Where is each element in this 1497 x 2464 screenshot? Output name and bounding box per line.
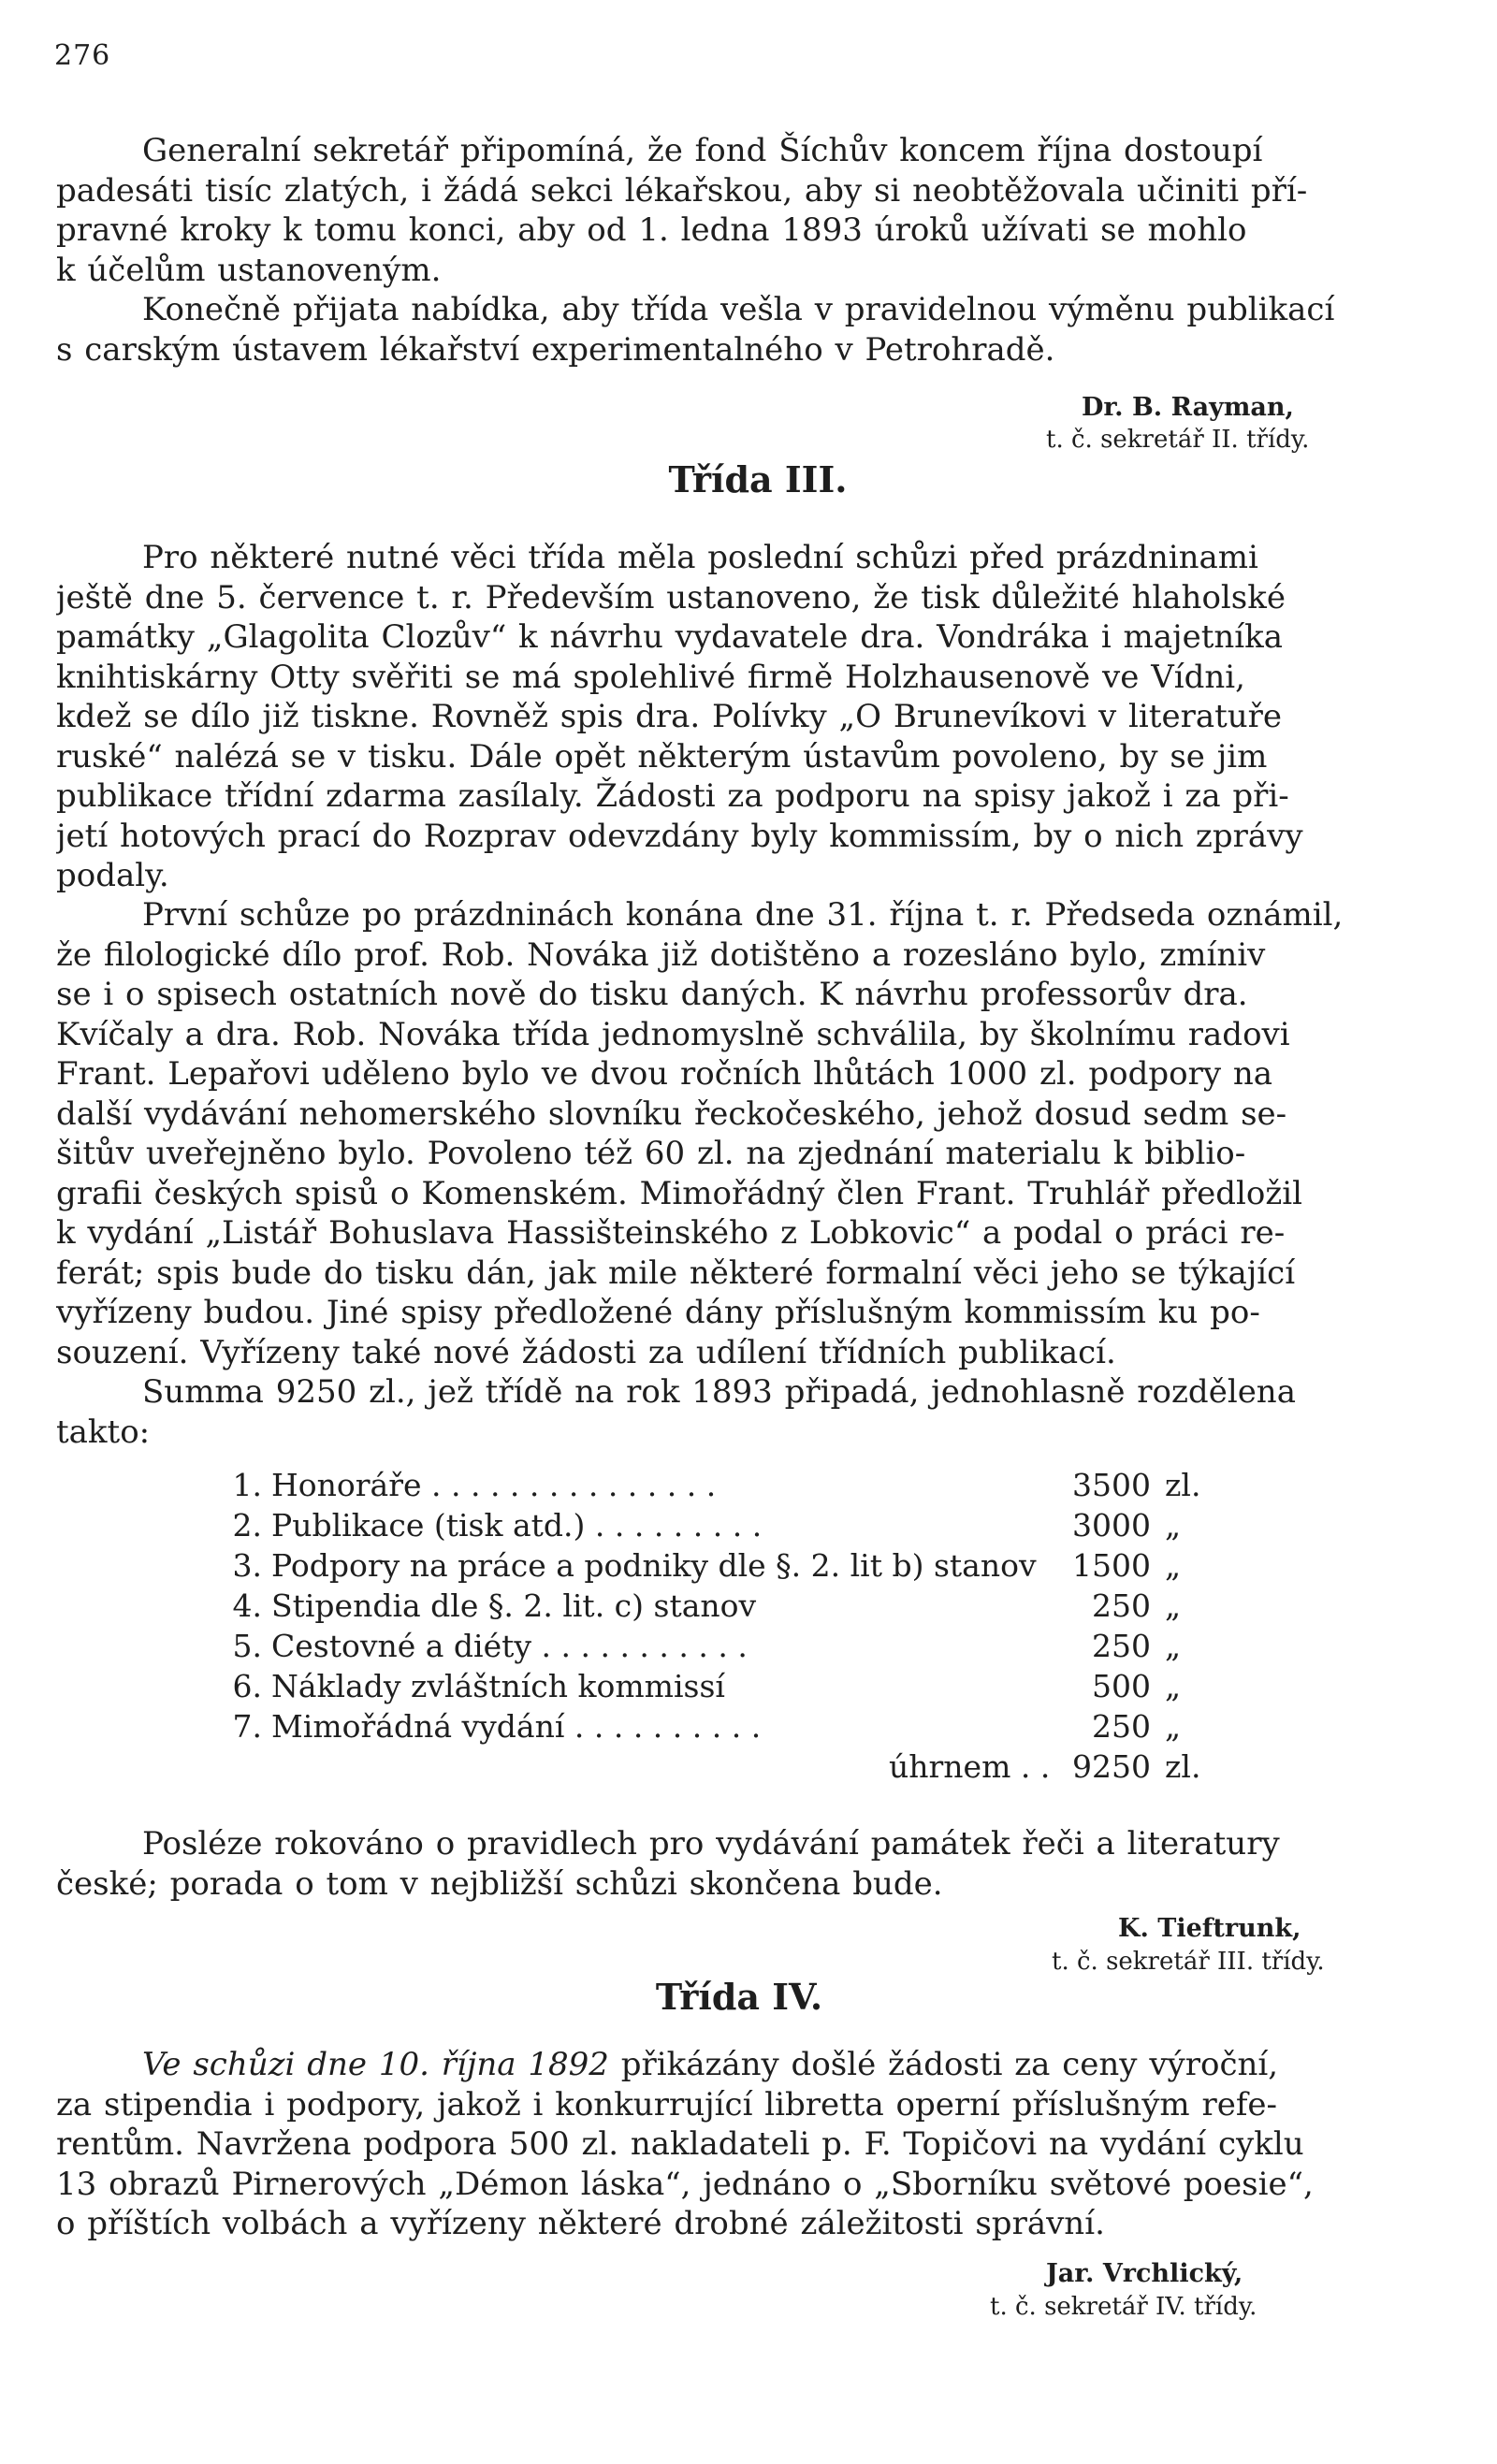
text-line: takto: bbox=[56, 1413, 151, 1451]
text-line: publikace třídní zdarma zasílaly. Žádosti za podporu na spisy jakož i za při- bbox=[56, 777, 1289, 815]
budget-row-label: Publikace (tisk atd.) . . . . . . . . . bbox=[271, 1507, 763, 1544]
text-line: k vydání „Listář Bohuslava Hassišteinského z Lobkovic“ a podal o práci re- bbox=[56, 1214, 1286, 1252]
text-line: vyřízeny budou. Jiné spisy předložené dány příslušným kommissím ku po- bbox=[56, 1294, 1260, 1331]
signature-name: Dr. B. Rayman, bbox=[1082, 393, 1294, 422]
text-line: Summa 9250 zl., jež třídě na rok 1893 připadá, jednohlasně rozdělena bbox=[142, 1373, 1296, 1411]
text-line: padesáti tisíc zlatých, i žádá sekci lékařskou, aby si neobtěžovala učiniti pří- bbox=[56, 171, 1308, 210]
budget-row-label: Náklady zvláštních kommissí bbox=[271, 1668, 725, 1704]
budget-row-unit: „ bbox=[1165, 1708, 1182, 1745]
budget-row-label: Honoráře . . . . . . . . . . . . . . . bbox=[271, 1467, 717, 1503]
text-line: ruské“ nalézá se v tisku. Dále opět některým ústavům povoleno, by se jim bbox=[56, 737, 1268, 775]
text-line: památky „Glagolita Clozův“ k návrhu vydavatele dra. Vondráka i majetníka bbox=[56, 618, 1284, 656]
text-line: pravné kroky k tomu konci, aby od 1. ledna 1893 úroků užívati se mohlo bbox=[56, 211, 1247, 249]
budget-row-label: Mimořádná vydání . . . . . . . . . . bbox=[271, 1708, 762, 1745]
text-line: kdež se dílo již tiskne. Rovněž spis dra. Polívky „O Brunevíkovi v literatuře bbox=[56, 698, 1283, 735]
meeting-date: Ve schůzi dne 10. října 1892 bbox=[142, 2046, 609, 2083]
text-line: První schůze po prázdninách konána dne 31. října t. r. Předseda oznámil, bbox=[142, 896, 1344, 934]
signature-name: K. Tieftrunk, bbox=[1118, 1914, 1301, 1943]
budget-row-amount: 1500 bbox=[1072, 1547, 1151, 1584]
budget-table bbox=[215, 1467, 1301, 1790]
budget-total-unit: zl. bbox=[1165, 1748, 1201, 1785]
budget-row-number: 6. bbox=[232, 1668, 262, 1704]
text-line: Generalní sekretář připomíná, že fond Šíchův koncem října dostoupí bbox=[142, 132, 1263, 169]
text-segment: přikázány došlé žádosti za ceny výroční, bbox=[608, 2046, 1279, 2083]
budget-row-label: Podpory na práce a podniky dle §. 2. lit b) stanov bbox=[271, 1547, 1037, 1584]
budget-row bbox=[215, 1668, 1301, 1708]
text-line: za stipendia i podpory, jakož i konkurrující libretta operní příslušným refe- bbox=[56, 2085, 1278, 2123]
section3-paragraph-4 bbox=[56, 1824, 1432, 1904]
text-line: Pro některé nutné věci třída měla poslední schůzi před prázdninami bbox=[142, 539, 1258, 576]
text-line: k účelům ustanoveným. bbox=[56, 251, 442, 289]
budget-row-number: 4. bbox=[232, 1587, 262, 1624]
budget-row-label: Cestovné a diéty . . . . . . . . . . . bbox=[271, 1628, 748, 1664]
budget-row-amount: 3500 bbox=[1072, 1467, 1151, 1503]
text-line: že filologické dílo prof. Rob. Nováka již dotištěno a rozesláno bylo, zmíniv bbox=[56, 935, 1266, 974]
budget-row-unit: „ bbox=[1165, 1507, 1182, 1544]
budget-row-amount: 500 bbox=[1092, 1668, 1151, 1704]
text-line: Konečně přijata nabídka, aby třída vešla v pravidelnou výměnu publikací bbox=[142, 291, 1335, 328]
text-line: knihtiskárny Otty svěřiti se má spolehlivé firmě Holzhausenově ve Vídni, bbox=[56, 658, 1245, 696]
text-line: podaly. bbox=[56, 857, 169, 894]
text-line bbox=[56, 2045, 1432, 2085]
signature-title: t. č. sekretář II. třídy. bbox=[1046, 426, 1310, 454]
signature-title: t. č. sekretář III. třídy. bbox=[1052, 1948, 1325, 1976]
text-line: české; porada o tom v nejbližší schůzi skončena bude. bbox=[56, 1864, 943, 1903]
section3-paragraph-1 bbox=[56, 538, 1432, 896]
budget-total-label: úhrnem . . bbox=[889, 1748, 1051, 1785]
section-heading-4: Třída IV. bbox=[655, 1976, 823, 2018]
budget-total-row bbox=[215, 1748, 1301, 1790]
text-line: Frant. Lepařovi uděleno bylo ve dvou ročních lhůtách 1000 zl. podpory na bbox=[56, 1055, 1273, 1093]
budget-row-amount: 250 bbox=[1092, 1587, 1151, 1624]
section3-paragraph-2 bbox=[56, 895, 1432, 1372]
budget-row bbox=[215, 1507, 1301, 1547]
signature-name: Jar. Vrchlický, bbox=[1046, 2259, 1243, 2288]
section2-paragraph-1 bbox=[56, 131, 1432, 370]
text-line: Posléze rokováno o pravidlech pro vydávání památek řeči a literatury bbox=[142, 1825, 1280, 1862]
text-line: 13 obrazů Pirnerových „Démon láska“, jednáno o „Sborníku světové poesie“, bbox=[56, 2165, 1314, 2203]
text-line: jetí hotových prací do Rozprav odevzdány byly kommissím, by o nich zprávy bbox=[56, 817, 1303, 855]
text-line: ferát; spis bude do tisku dán, jak mile některé formalní věci jeho se týkající bbox=[56, 1254, 1296, 1292]
budget-row-unit: „ bbox=[1165, 1628, 1182, 1664]
budget-row-unit: „ bbox=[1165, 1587, 1182, 1624]
text-line: šitův uveřejněno bylo. Povoleno též 60 zl. na zjednání materialu k biblio- bbox=[56, 1135, 1246, 1172]
text-line: s carským ústavem lékařství experimentalného v Petrohradě. bbox=[56, 330, 1055, 369]
budget-row bbox=[215, 1587, 1301, 1628]
section-heading-3: Třída III. bbox=[668, 458, 848, 500]
section4-paragraph-1 bbox=[56, 2045, 1432, 2244]
page-number: 276 bbox=[54, 39, 111, 72]
budget-row-amount: 3000 bbox=[1072, 1507, 1151, 1544]
text-line: souzení. Vyřízeny také nové žádosti za udílení třídních publikací. bbox=[56, 1333, 1116, 1371]
budget-row-number: 1. bbox=[232, 1467, 262, 1503]
text-line: rentům. Navržena podpora 500 zl. nakladateli p. F. Topičovi na vydání cyklu bbox=[56, 2125, 1304, 2163]
signature-title: t. č. sekretář IV. třídy. bbox=[990, 2293, 1257, 2321]
text-line: o příštích volbách a vyřízeny některé drobné záležitosti správní. bbox=[56, 2205, 1105, 2242]
budget-row-number: 3. bbox=[232, 1547, 262, 1584]
budget-row-number: 7. bbox=[232, 1708, 262, 1745]
budget-row-unit: zl. bbox=[1165, 1467, 1201, 1503]
section3-paragraph-3 bbox=[56, 1372, 1432, 1452]
budget-row bbox=[215, 1708, 1301, 1748]
budget-row bbox=[215, 1467, 1301, 1507]
text-line: se i o spisech ostatních nově do tisku daných. K návrhu professorův dra. bbox=[56, 976, 1248, 1013]
budget-row bbox=[215, 1547, 1301, 1587]
text-line: ještě dne 5. července t. r. Především ustanoveno, že tisk důležité hlaholské bbox=[56, 578, 1286, 616]
budget-row-number: 5. bbox=[232, 1628, 262, 1664]
budget-row-label: Stipendia dle §. 2. lit. c) stanov bbox=[271, 1587, 757, 1624]
budget-row-unit: „ bbox=[1165, 1668, 1182, 1704]
budget-row-amount: 250 bbox=[1092, 1708, 1151, 1745]
budget-row bbox=[215, 1628, 1301, 1668]
budget-total-amount: 9250 bbox=[1072, 1748, 1151, 1785]
text-line: Kvíčaly a dra. Rob. Nováka třída jednomyslně schválila, by školnímu radovi bbox=[56, 1015, 1290, 1053]
text-line: další vydávání nehomerského slovníku řeckočeského, jehož dosud sedm se- bbox=[56, 1094, 1287, 1133]
text-line: grafii českých spisů o Komenském. Mimořádný člen Frant. Truhlář předložil bbox=[56, 1174, 1303, 1212]
budget-row-unit: „ bbox=[1165, 1547, 1182, 1584]
budget-row-number: 2. bbox=[232, 1507, 262, 1544]
budget-row-amount: 250 bbox=[1092, 1628, 1151, 1664]
